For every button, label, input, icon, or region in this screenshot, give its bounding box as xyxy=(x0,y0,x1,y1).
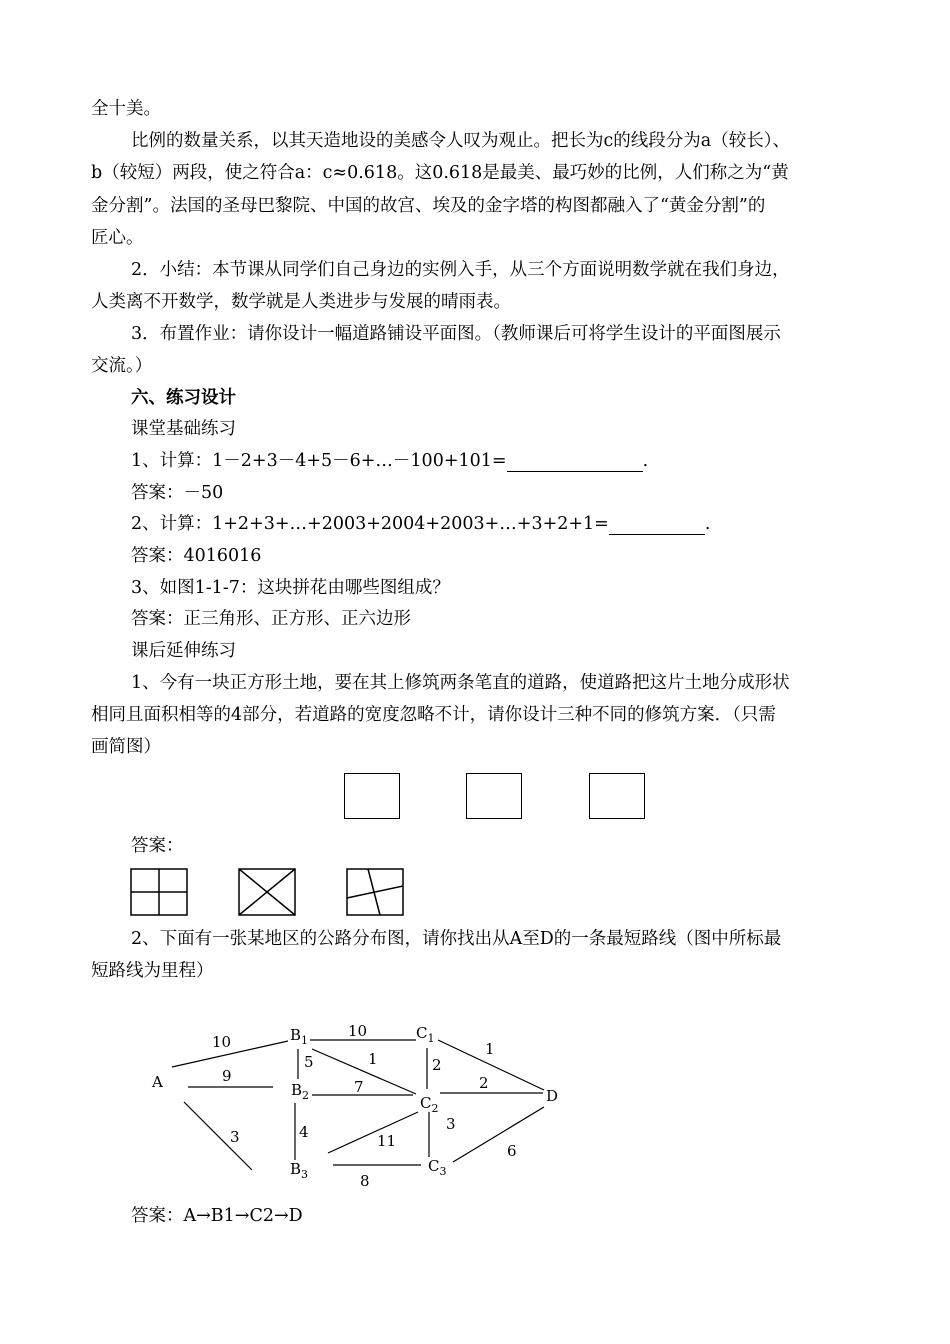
paragraph-line: 短路线为里程） xyxy=(91,961,214,981)
question-text: 1、计算：1－2+3－4+5－6+…－100+101= xyxy=(131,451,507,471)
weight-A-B3: 3 xyxy=(230,1128,240,1146)
answer-square-diagonals xyxy=(238,868,298,918)
edge-B3-C2 xyxy=(328,1112,418,1153)
weight-A-B1: 10 xyxy=(212,1033,232,1051)
answer-square-cross xyxy=(130,868,190,918)
road-network-diagram xyxy=(140,1015,580,1195)
weight-B1-B2: 5 xyxy=(304,1053,314,1071)
answer-blank xyxy=(609,516,705,535)
paragraph-line: 相同且面积相等的4部分，若道路的宽度忽略不计，请你设计三种不同的修筑方案．（只需 xyxy=(91,705,776,725)
question-3: 3、如图1-1-7：这块拼花由哪些图组成？ xyxy=(131,578,450,598)
node-C1: $C_1$ xyxy=(416,1024,435,1045)
paragraph-line: 2、下面有一张某地区的公路分布图，请你找出从A至D的一条最短路线（图中所标最 xyxy=(131,929,782,949)
answer-2: 答案：4016016 xyxy=(131,546,262,566)
paragraph-line: 3．布置作业：请你设计一幅道路铺设平面图。（教师课后可将学生设计的平面图展示 xyxy=(131,324,781,344)
paragraph-line: 交流。） xyxy=(91,356,153,376)
answer-label: 答案： xyxy=(131,836,184,856)
question-2 xyxy=(131,513,710,535)
paragraph-line: 画简图） xyxy=(91,737,161,757)
edge-B1-C2 xyxy=(312,1049,416,1094)
paragraph-line: 全十美。 xyxy=(91,99,161,119)
question-end: . xyxy=(642,451,649,471)
weight-A-B2: 9 xyxy=(222,1067,232,1085)
weight-C2-C3: 3 xyxy=(446,1115,456,1133)
node-C2: $C_2$ xyxy=(420,1094,439,1115)
question-1 xyxy=(131,450,648,472)
node-C3: $C_3$ xyxy=(428,1157,447,1178)
weight-C3-D: 6 xyxy=(507,1142,517,1160)
edge-A-B3 xyxy=(184,1102,252,1170)
empty-square xyxy=(466,773,522,819)
answer-1: 答案：－50 xyxy=(131,483,224,503)
paragraph-line: b（较短）两段，使之符合a：c≈0.618。这0.618是最美、最巧妙的比例，人们称之为“黄 xyxy=(91,163,789,183)
paragraph-line: 1、今有一块正方形土地，要在其上修筑两条笔直的道路，使道路把这片土地分成形状 xyxy=(131,673,790,693)
weight-B3-C2: 11 xyxy=(377,1132,397,1150)
question-end: . xyxy=(704,514,711,534)
answer-3: 答案：正三角形、正方形、正六边形 xyxy=(131,609,411,629)
subsection-title: 课后延伸练习 xyxy=(131,641,236,661)
weight-B1-C2: 1 xyxy=(368,1050,378,1068)
weight-C1-D: 1 xyxy=(485,1040,495,1058)
question-text: 2、计算：1+2+3+…+2003+2004+2003+…+3+2+1= xyxy=(131,514,609,534)
answer-route: 答案：A→B1→C2→D xyxy=(131,1206,303,1226)
section-heading: 六、练习设计 xyxy=(131,388,236,408)
node-B1: $B_1$ xyxy=(290,1026,309,1047)
weight-B3-C3: 8 xyxy=(360,1172,370,1190)
node-D: D xyxy=(546,1087,559,1105)
weight-B1-C1: 10 xyxy=(348,1022,368,1040)
weight-C2-D: 2 xyxy=(479,1074,489,1092)
paragraph-line: 2．小结：本节课从同学们自己身边的实例入手，从三个方面说明数学就在我们身边， xyxy=(131,260,790,280)
empty-square xyxy=(344,773,400,819)
subsection-title: 课堂基础练习 xyxy=(131,419,236,439)
node-B3: $B_3$ xyxy=(290,1160,309,1181)
empty-square xyxy=(589,773,645,819)
node-A: A xyxy=(152,1073,163,1091)
paragraph-line: 金分割”。法国的圣母巴黎院、中国的故宫、埃及的金字塔的构图都融入了“黄金分割”的 xyxy=(91,196,766,216)
weight-B2-B3: 4 xyxy=(299,1123,309,1141)
node-B2: $B_2$ xyxy=(291,1081,310,1102)
answer-blank xyxy=(507,453,643,472)
weight-B2-C2: 7 xyxy=(354,1078,364,1096)
paragraph-line: 比例的数量关系，以其天造地设的美感令人叹为观止。把长为c的线段分为a（较长）、 xyxy=(131,131,790,151)
paragraph-line: 人类离不开数学，数学就是人类进步与发展的晴雨表。 xyxy=(91,292,511,312)
weight-C1-C2: 2 xyxy=(432,1056,442,1074)
paragraph-line: 匠心。 xyxy=(91,228,144,248)
edge-C3-D xyxy=(453,1107,544,1162)
answer-square-rotated-cross xyxy=(346,868,406,918)
